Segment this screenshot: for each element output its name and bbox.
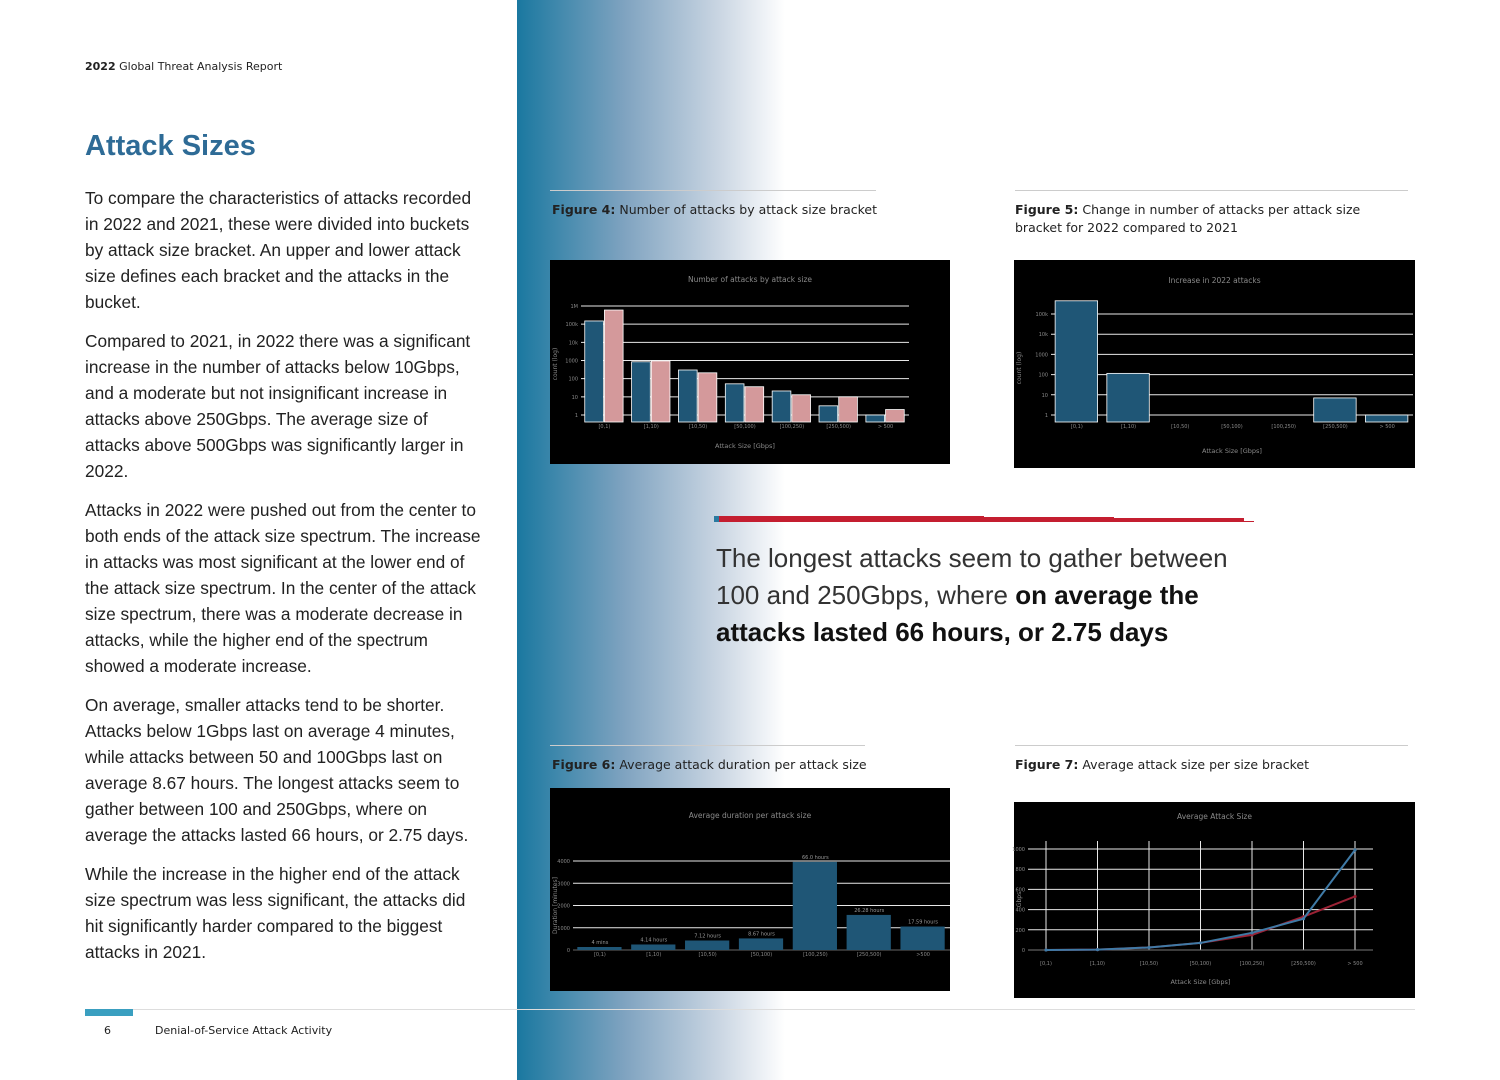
- bar-2021: [632, 362, 651, 422]
- x-tick-label: [250,500): [1323, 424, 1348, 430]
- figure-label: Figure 6:: [552, 757, 616, 772]
- y-tick-label: 1M: [570, 304, 578, 310]
- x-axis-label: Attack Size [Gbps]: [1170, 978, 1231, 986]
- data-label: 66.0 hours: [801, 854, 829, 861]
- y-axis-label: count (log): [552, 347, 559, 381]
- x-tick-label: [0,1): [1040, 961, 1052, 967]
- x-tick-label: [1,10): [1089, 961, 1106, 967]
- y-tick-label: 1000: [557, 925, 570, 932]
- body-text: [85, 185, 485, 978]
- y-axis-label: count (log): [1016, 351, 1023, 385]
- x-axis-label: Attack Size [Gbps]: [1202, 447, 1262, 455]
- figure-6-chart: [550, 788, 950, 991]
- figure-5-chart: [1014, 260, 1415, 468]
- x-tick-label: >500: [916, 952, 930, 958]
- quote-emphasis: on average the attacks lasted 66 hours, or 2.75 days: [716, 580, 1199, 647]
- bar-Duration: [739, 938, 783, 950]
- figure-7-chart: [1014, 802, 1415, 998]
- bar-Duration: [847, 915, 891, 950]
- bar-2022: [886, 410, 905, 422]
- x-tick-label: [250,500): [826, 424, 852, 430]
- header-title: Global Threat Analysis Report: [119, 60, 283, 73]
- figure-5-caption: [1015, 201, 1410, 237]
- y-axis-label: Duration [minutes]: [552, 877, 559, 934]
- y-tick-label: 600: [1015, 887, 1025, 894]
- y-tick-label: 200: [1015, 927, 1025, 934]
- footer-divider: [85, 1009, 1415, 1010]
- y-tick-label: 100k: [1035, 312, 1048, 318]
- data-point: [1096, 948, 1099, 951]
- bar-2022: [792, 395, 811, 422]
- x-tick-label: [10,50): [1139, 961, 1159, 967]
- y-tick-label: 1000: [1012, 847, 1025, 853]
- y-tick-label: 10: [571, 394, 578, 401]
- page-number: 6: [104, 1024, 111, 1037]
- x-tick-label: [50,100): [1189, 961, 1212, 967]
- x-tick-label: [10,50): [689, 424, 708, 430]
- data-point: [1199, 941, 1202, 944]
- data-point: [1353, 895, 1356, 898]
- y-tick-label: 10k: [568, 340, 578, 347]
- x-tick-label: [50,100): [1221, 424, 1243, 430]
- x-tick-label: [250,500): [1291, 961, 1316, 967]
- x-tick-label: > 500: [877, 424, 894, 430]
- chart-title: Number of attacks by attack size: [687, 275, 813, 284]
- data-label: 4 mins: [591, 940, 609, 946]
- chart-title: Average Attack Size: [1177, 812, 1252, 821]
- y-tick-label: 2000: [557, 903, 570, 910]
- x-tick-label: [1,10): [643, 424, 659, 430]
- y-tick-label: 0: [566, 948, 570, 954]
- quote-accent-line: [714, 514, 1254, 524]
- figure-4-caption: [552, 201, 892, 219]
- x-tick-label: [1,10): [646, 952, 662, 958]
- bar-2021: [725, 384, 744, 422]
- figure-label: Figure 7:: [1015, 757, 1079, 772]
- bar-Increase: [1314, 398, 1356, 422]
- data-label: 7.12 hours: [694, 933, 722, 940]
- chart-svg: [550, 788, 950, 991]
- y-tick-label: 3000: [557, 881, 570, 888]
- y-tick-label: 10: [1041, 392, 1048, 399]
- y-tick-label: 0: [1021, 948, 1025, 954]
- bar-Increase: [1365, 415, 1407, 422]
- y-tick-label: 400: [1015, 907, 1025, 914]
- x-tick-label: > 500: [1347, 961, 1363, 967]
- data-point: [1147, 946, 1150, 949]
- bar-Duration: [685, 940, 729, 950]
- x-tick-label: [0,1): [598, 424, 611, 430]
- bar-Duration: [900, 927, 944, 950]
- figure-caption-text: Average attack size per size bracket: [1082, 757, 1310, 772]
- figure-label: Figure 5:: [1015, 202, 1079, 217]
- y-tick-label: 100k: [565, 322, 578, 329]
- figure-4-chart: [550, 260, 950, 464]
- bar-2022: [745, 387, 764, 422]
- chart-svg: [550, 260, 950, 464]
- y-tick-label: 1000: [1035, 352, 1048, 359]
- bar-Increase: [1107, 373, 1149, 422]
- data-point: [1302, 917, 1305, 920]
- chart-svg: [1014, 802, 1415, 998]
- x-tick-label: [250,500): [856, 952, 882, 958]
- x-tick-label: [0,1): [593, 952, 606, 958]
- x-tick-label: [10,50): [1171, 424, 1190, 430]
- y-tick-label: 100: [568, 376, 578, 383]
- figure-caption-text: Change in number of attacks per attack size bracket for 2022 compared to 2021: [1015, 202, 1361, 235]
- data-point: [1044, 948, 1047, 951]
- divider: [1015, 745, 1408, 746]
- x-tick-label: [100,250): [779, 424, 805, 430]
- bar-Increase: [1055, 301, 1097, 422]
- bar-2021: [819, 406, 838, 422]
- x-tick-label: [100,250): [1239, 961, 1265, 967]
- paragraph: While the increase in the higher end of the attack size spectrum was less significant, the attacks did hit significantly harder compared to the biggest attacks in 2021.: [85, 864, 466, 962]
- figure-6-caption: [552, 756, 892, 774]
- bar-2022: [839, 397, 858, 422]
- data-point: [1353, 848, 1356, 851]
- x-tick-label: [10,50): [698, 952, 717, 958]
- y-tick-label: 1000: [565, 358, 578, 365]
- x-tick-label: [0,1): [1070, 424, 1083, 430]
- chart-title: Increase in 2022 attacks: [1168, 276, 1261, 285]
- data-point: [1250, 931, 1253, 934]
- chart-svg: [1014, 260, 1415, 468]
- quote-text: The longest attacks seem to gather between 100 and 250Gbps, where: [716, 543, 1228, 610]
- y-tick-label: 4000: [557, 859, 570, 865]
- divider: [550, 745, 865, 746]
- paragraph: On average, smaller attacks tend to be shorter. Attacks below 1Gbps last on average 4 minutes, while attacks between 50 and 100Gbps last on average 8.67 hours. The longest attacks seem to gather between 100 and 250Gbps, where on average the attacks lasted 66 hours, or 2.75 days.: [85, 695, 469, 845]
- x-tick-label: [1,10): [1121, 424, 1137, 430]
- data-label: 26.28 hours: [854, 907, 885, 914]
- header-year: 2022: [85, 60, 116, 73]
- data-label: 8.67 hours: [748, 931, 775, 938]
- data-label: 4.14 hours: [640, 937, 668, 944]
- y-tick-label: 1: [574, 413, 578, 419]
- footer-title: Denial-of-Service Attack Activity: [155, 1024, 333, 1037]
- y-tick-label: 10k: [1038, 332, 1048, 339]
- x-tick-label: > 500: [1379, 424, 1395, 430]
- footer-accent-block: [85, 1009, 133, 1016]
- bar-2021: [585, 321, 604, 422]
- y-tick-label: 1: [1044, 413, 1048, 419]
- bar-Duration: [631, 944, 675, 950]
- bar-2021: [772, 391, 791, 422]
- x-axis-label: Attack Size [Gbps]: [715, 442, 775, 450]
- x-tick-label: [100,250): [803, 952, 828, 958]
- bar-Duration: [793, 862, 837, 950]
- y-tick-label: 800: [1015, 867, 1025, 874]
- paragraph: Compared to 2021, in 2022 there was a significant increase in the number of attacks below 10Gbps, and a moderate but not insignificant increase in attacks above 250Gbps. The average size of attacks above 500Gbps was significantly larger in 2022.: [85, 331, 471, 481]
- bar-2021: [678, 370, 697, 422]
- bar-Duration: [577, 947, 621, 950]
- figure-7-caption: [1015, 756, 1410, 774]
- section-title: Attack Sizes: [85, 130, 256, 162]
- bar-2021: [866, 415, 885, 422]
- figure-label: Figure 4:: [552, 202, 616, 217]
- x-tick-label: [50,100): [750, 952, 773, 958]
- bar-2022: [651, 361, 670, 422]
- y-axis-label: Gbps: [1016, 891, 1023, 908]
- figure-caption-text: Average attack duration per attack size: [619, 757, 867, 772]
- bar-2022: [604, 310, 623, 422]
- divider: [1015, 190, 1408, 191]
- paragraph: To compare the characteristics of attacks recorded in 2022 and 2021, these were divided into buckets by attack size bracket. An upper and lower attack size defines each bracket and the attacks in the bucket.: [85, 188, 472, 312]
- x-tick-label: [50,100): [734, 424, 756, 430]
- report-header: [85, 60, 282, 73]
- paragraph: Attacks in 2022 were pushed out from the center to both ends of the attack size spectrum. The increase in attacks was most significant at the lower end of the attack size spectrum. In the center of the attack size spectrum, there was a moderate decrease in attacks, while the higher end of the spectrum showed a moderate increase.: [85, 500, 481, 676]
- pull-quote: [716, 540, 1236, 651]
- divider: [550, 190, 876, 191]
- y-tick-label: 100: [1038, 372, 1048, 379]
- figure-caption-text: Number of attacks by attack size bracket: [619, 202, 878, 217]
- chart-title: Average duration per attack size: [688, 811, 812, 820]
- bar-2022: [698, 373, 717, 422]
- x-tick-label: [100,250): [1271, 424, 1297, 430]
- data-label: 17.59 hours: [908, 919, 939, 926]
